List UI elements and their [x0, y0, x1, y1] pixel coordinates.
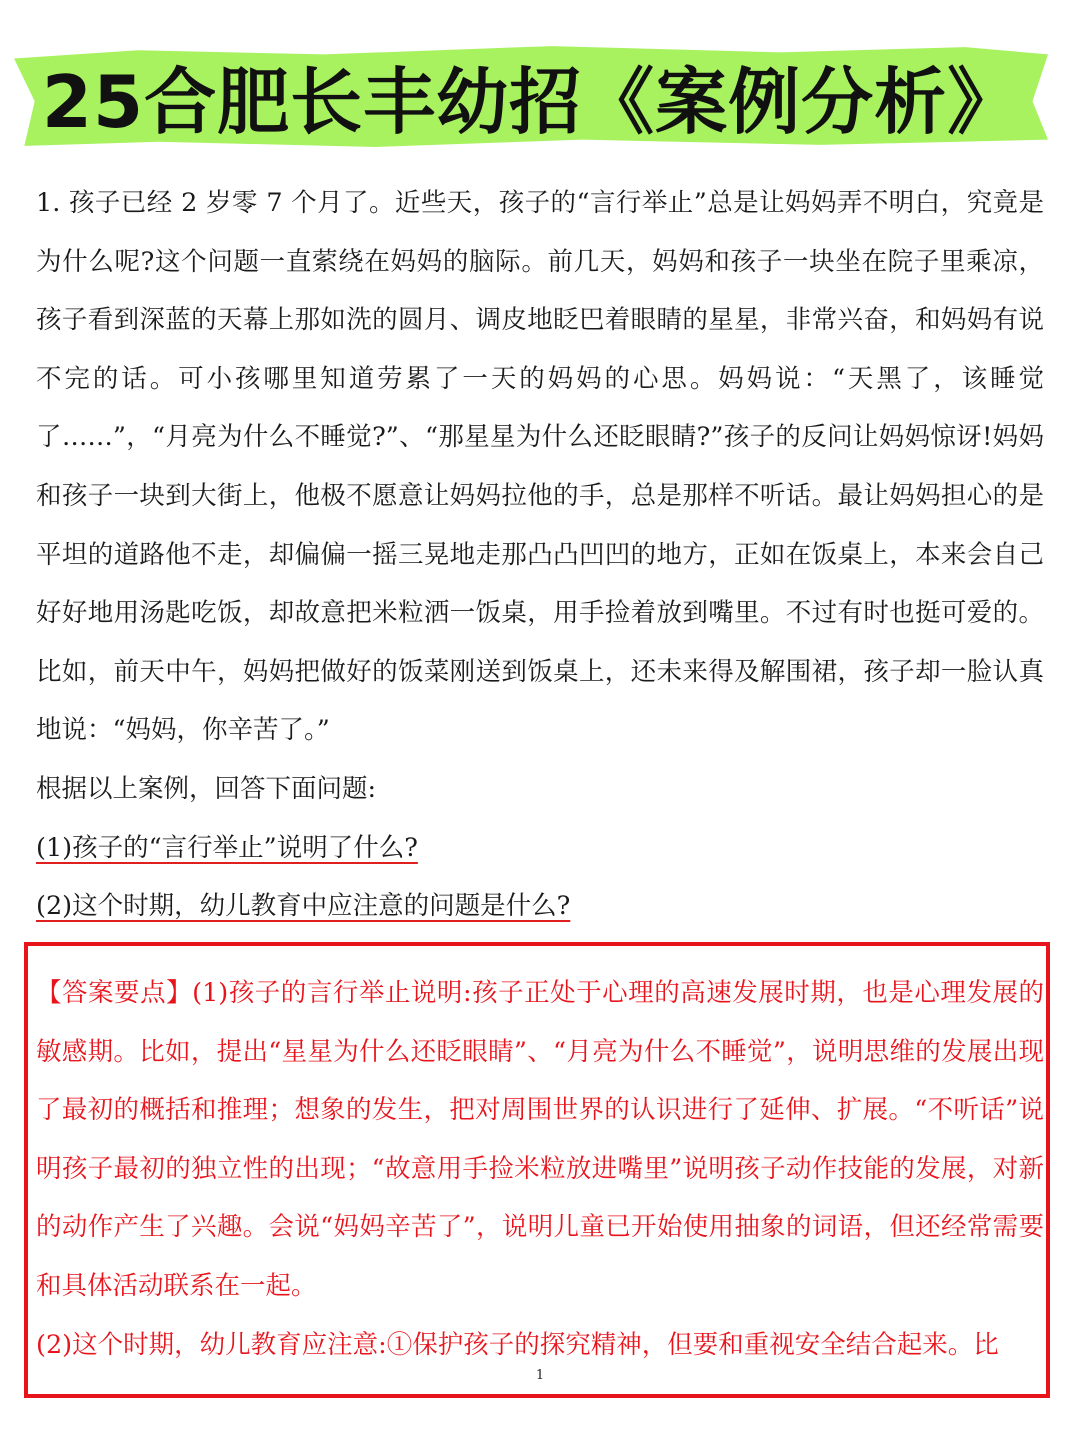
question-prompt: 根据以上案例，回答下面问题:: [36, 773, 377, 804]
case-body: [36, 174, 1044, 936]
question-2-text: (2)这个时期，幼儿教育中应注意的问题是什么?: [36, 891, 571, 922]
answer-content: [36, 964, 1044, 1374]
page-title: 25合肥长丰幼招《案例分析》: [41, 60, 1021, 144]
page-number: 1: [535, 1368, 545, 1383]
answer-part-1: 【答案要点】(1)孩子的言行举止说明:孩子正处于心理的高速发展时期，也是心理发展的敏感期。比如，提出“星星为什么还眨眼睛”、“月亮为什么不睡觉”，说明思维的发展出现了最初的概括和推理；想象的发生，把对周围世界的认识进行了延伸、扩展。“不听话”说明孩子最初的独立性的出现；“故意用手捡米粒放进嘴里”说明孩子动作技能的发展，对新的动作产生了兴趣。会说“妈妈辛苦了”，说明儿童已开始使用抽象的词语，但还经常需要和具体活动联系在一起。: [36, 978, 1044, 1301]
case-paragraph: 1. 孩子已经 2 岁零 7 个月了。近些天，孩子的“言行举止”总是让妈妈弄不明白，究竟是为什么呢?这个问题一直萦绕在妈妈的脑际。前几天，妈妈和孩子一块坐在院子里乘凉，孩子看到深蓝的天幕上那如洗的圆月、调皮地眨巴着眼睛的星星，非常兴奋，和妈妈有说不完的话。可小孩哪里知道劳累了一天的妈妈的心思。妈妈说：“天黑了，该睡觉了……”，“月亮为什么不睡觉?”、“那星星为什么还眨眼睛?”孩子的反问让妈妈惊讶!妈妈和孩子一块到大街上，他极不愿意让妈妈拉他的手，总是那样不听话。最让妈妈担心的是平坦的道路他不走，却偏偏一摇三晃地走那凸凸凹凹的地方，正如在饭桌上，本来会自己好好地用汤匙吃饭，却故意把米粒洒一饭桌，用手捡着放到嘴里。不过有时也挺可爱的。比如，前天中午，妈妈把做好的饭菜刚送到饭桌上，还未来得及解围裙，孩子却一脸认真地说：“妈妈，你辛苦了。”: [36, 188, 1044, 746]
answer-part-2: (2)这个时期，幼儿教育应注意:①保护孩子的探究精神，但要和重视安全结合起来。比: [36, 1329, 999, 1360]
question-2: [36, 877, 1044, 936]
question-1: [36, 819, 1044, 878]
question-1-text: (1)孩子的“言行举止”说明了什么?: [36, 832, 418, 863]
